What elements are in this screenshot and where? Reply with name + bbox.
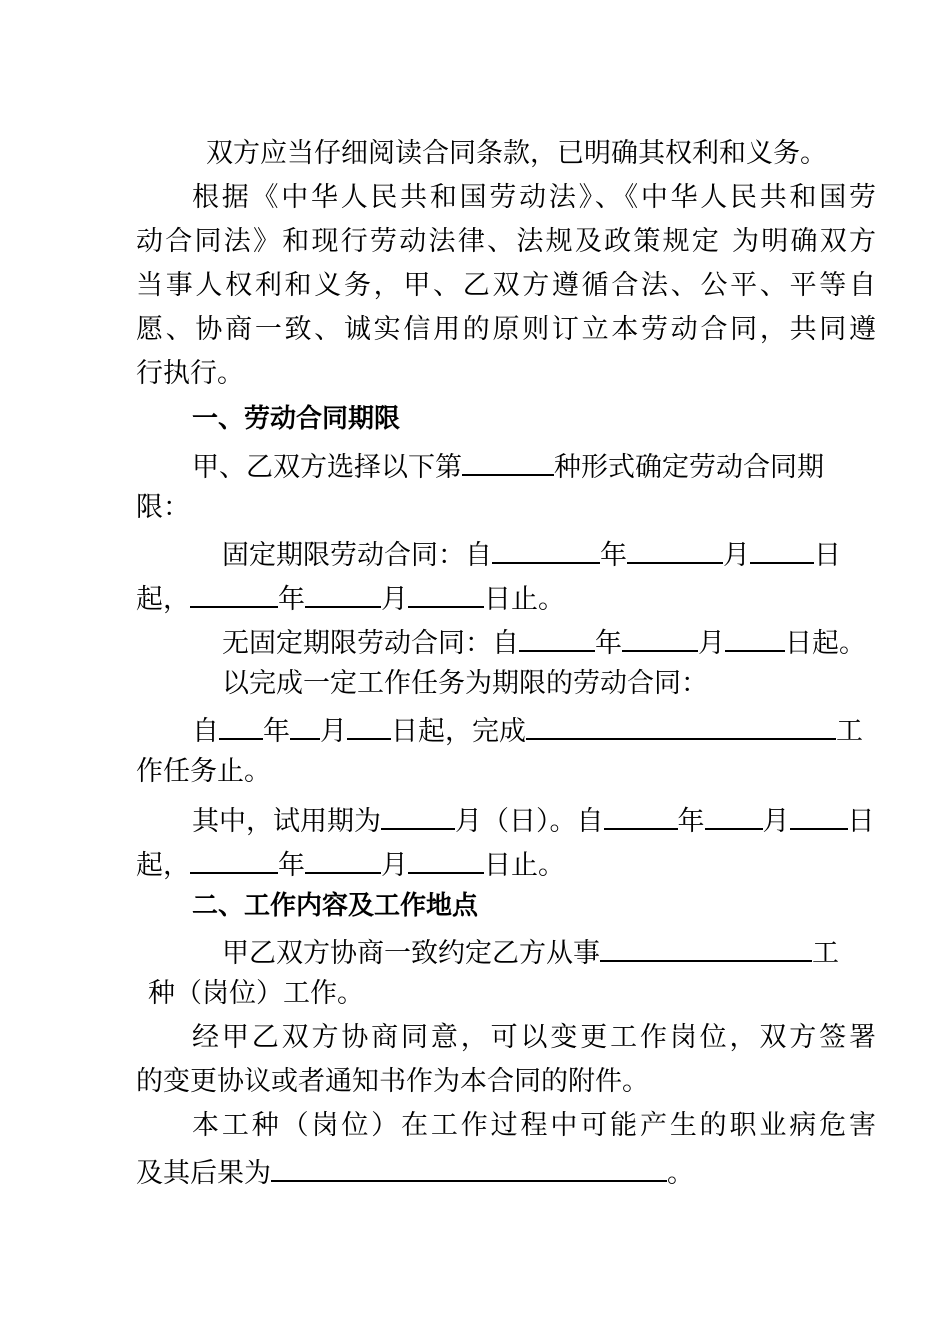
basis-line-5: 行执行。 (136, 358, 244, 389)
job-type-blank[interactable] (600, 930, 812, 962)
section-1-heading: 一、劳动合同期限 (192, 404, 401, 434)
probation-length-blank[interactable] (381, 798, 455, 830)
fixed-end-year-blank[interactable] (190, 576, 278, 608)
fixed-term-line: 固定期限劳动合同：自 年 月 日 (222, 532, 876, 572)
change-line-1: 经甲乙双方协商同意，可以变更工作岗位，双方签署 (192, 1022, 876, 1053)
fixed-end-month-blank[interactable] (305, 576, 381, 608)
open-month-blank[interactable] (622, 620, 698, 652)
probation-end-line: 起， 年 月 日止。 (136, 842, 876, 882)
task-term-line: 自 年 月 日起，完成 工 (192, 708, 876, 748)
change-line-2: 的变更协议或者通知书作为本合同的附件。 (136, 1066, 649, 1097)
section-2-heading: 二、工作内容及工作地点 (192, 891, 479, 921)
fixed-start-day-blank[interactable] (750, 532, 814, 564)
fixed-start-month-blank[interactable] (627, 532, 723, 564)
hazard-line-1: 本工种（岗位）在工作过程中可能产生的职业病危害 (192, 1110, 876, 1141)
probation-start-day-blank[interactable] (790, 798, 848, 830)
probation-end-day-blank[interactable] (408, 842, 484, 874)
job-line-2: 种（岗位）工作。 (148, 978, 364, 1009)
probation-end-month-blank[interactable] (305, 842, 381, 874)
fixed-term-end-line: 起， 年 月 日止。 (136, 576, 876, 616)
fixed-start-year-blank[interactable] (492, 532, 600, 564)
basis-line-2: 动合同法》和现行劳动法律、法规及政策规定 为明确双方 (136, 226, 876, 257)
open-day-blank[interactable] (725, 620, 785, 652)
task-day-blank[interactable] (347, 708, 391, 740)
probation-start-month-blank[interactable] (705, 798, 763, 830)
hazard-line-2: 及其后果为 。 (136, 1150, 876, 1190)
task-month-blank[interactable] (290, 708, 320, 740)
intro-line: 双方应当仔细阅读合同条款，已明确其权利和义务。 (206, 138, 827, 169)
open-year-blank[interactable] (519, 620, 595, 652)
job-line: 甲乙双方协商一致约定乙方从事 工 (222, 930, 876, 970)
task-content-blank[interactable] (526, 708, 836, 740)
probation-end-year-blank[interactable] (190, 842, 278, 874)
term-choice-line-2: 限： (136, 492, 190, 523)
probation-start-year-blank[interactable] (604, 798, 678, 830)
form-number-blank[interactable] (462, 444, 554, 476)
open-term-line: 无固定期限劳动合同：自 年 月 日起。 (222, 620, 876, 660)
hazard-blank[interactable] (271, 1150, 667, 1182)
basis-line-4: 愿、协商一致、诚实信用的原则订立本劳动合同，共同遵 (136, 314, 876, 345)
fixed-end-day-blank[interactable] (408, 576, 484, 608)
task-term-end-line: 作任务止。 (136, 756, 271, 787)
task-year-blank[interactable] (219, 708, 263, 740)
basis-line-1: 根据《中华人民共和国劳动法》、《中华人民共和国劳 (192, 182, 876, 213)
term-choice-line: 甲、乙双方选择以下第 种形式确定劳动合同期 (192, 444, 876, 484)
probation-line: 其中，试用期为 月（日）。自 年 月 日 (192, 798, 876, 838)
task-term-heading: 以完成一定工作任务为期限的劳动合同： (222, 668, 708, 699)
basis-line-3: 当事人权利和义务，甲、乙双方遵循合法、公平、平等自 (136, 270, 876, 301)
